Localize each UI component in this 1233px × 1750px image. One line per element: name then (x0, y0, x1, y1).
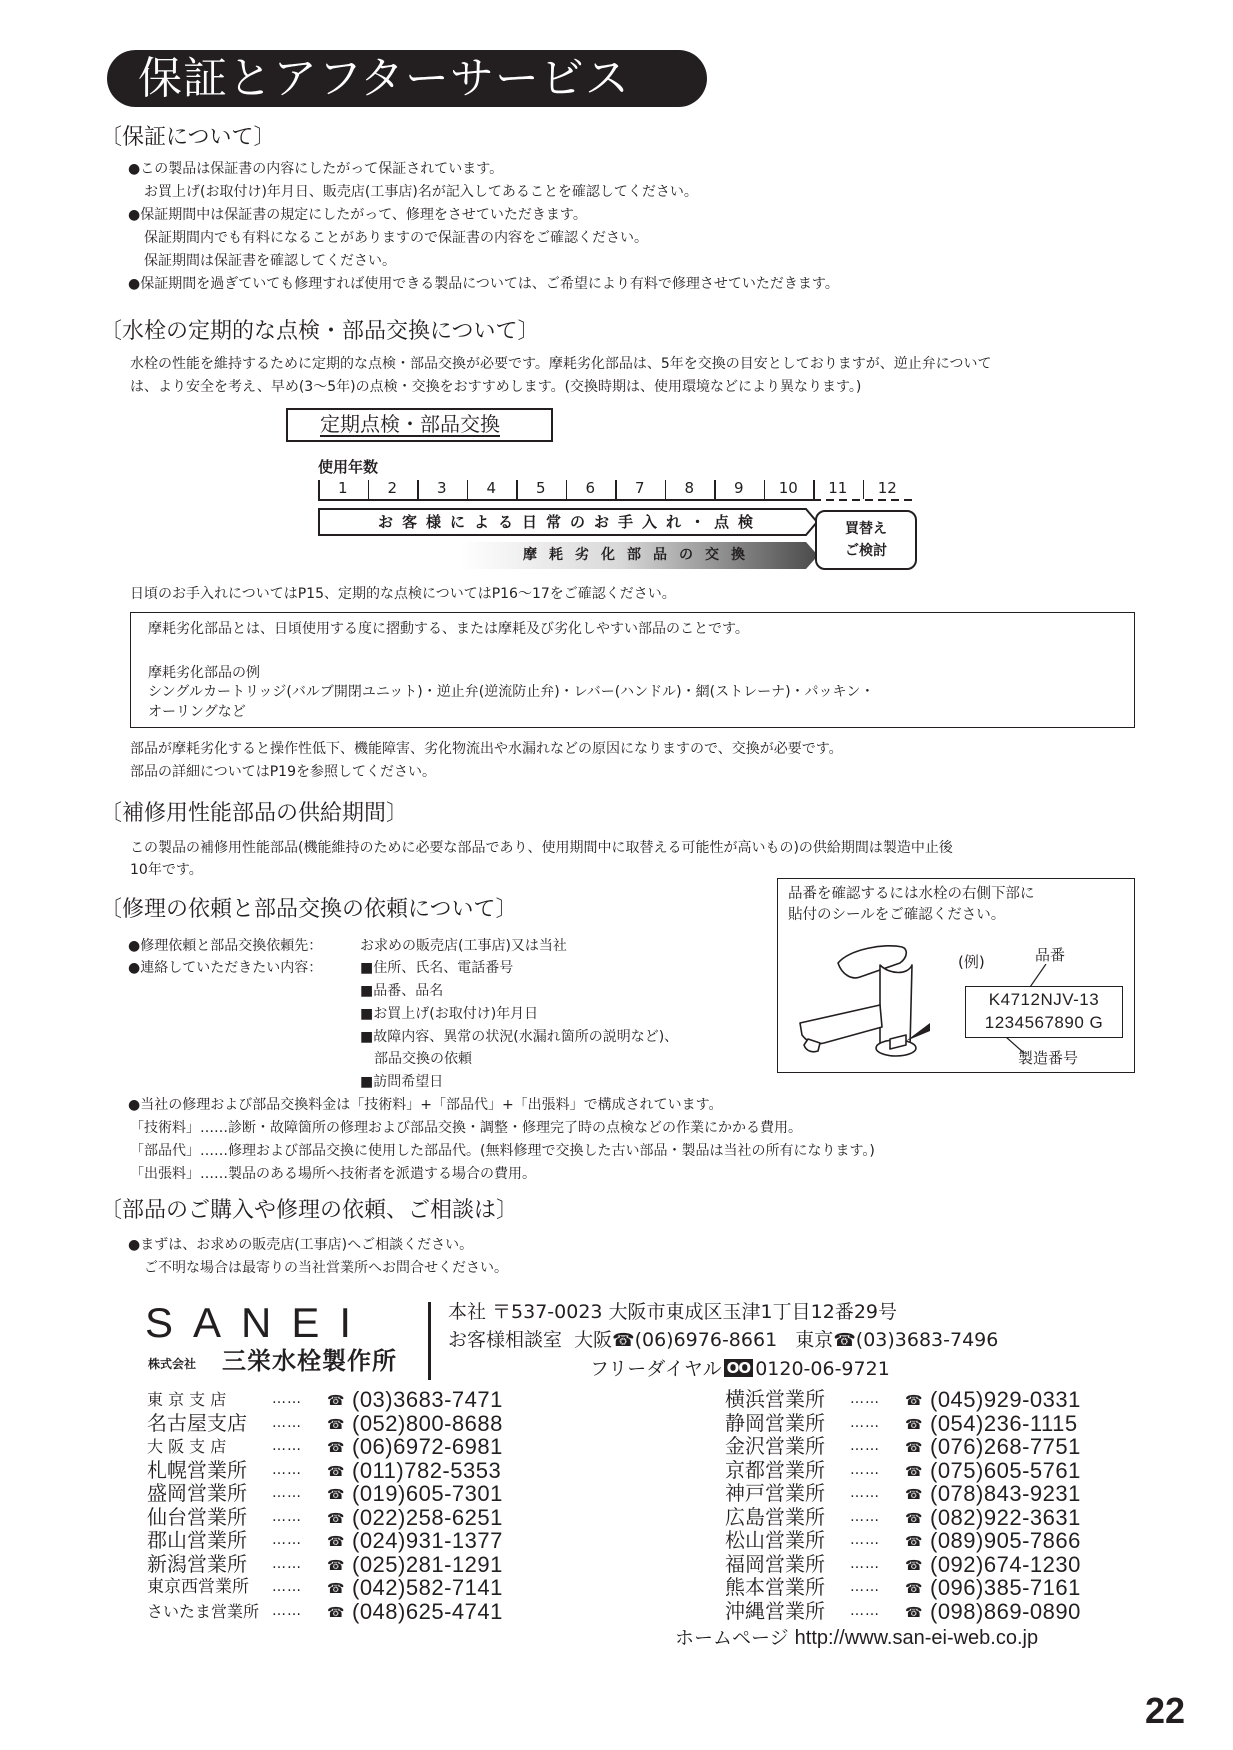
freedial-label: フリーダイヤル (590, 1358, 722, 1380)
office-name: 東京西営業所 (147, 1577, 249, 1597)
office-list-right (725, 1388, 1155, 1623)
year-label: 1 (337, 479, 348, 497)
phone-icon: ☎ (327, 1487, 345, 1503)
office-name: 松山営業所 (725, 1528, 825, 1552)
leader-dots: …… (272, 1508, 302, 1525)
phone-icon: ☎ (905, 1393, 923, 1409)
office-phone[interactable]: (045)929-0331 (930, 1387, 1081, 1412)
leader-dots: …… (850, 1438, 880, 1454)
office-row (725, 1388, 1155, 1412)
office-row (147, 1576, 577, 1600)
office-phone[interactable]: (048)625-4741 (352, 1598, 503, 1624)
inspection-line: 水栓の性能を維持するために定期的な点検・部品交換が必要です。摩耗劣化部品は、5年を交換の目安としておりますが、逆止弁について (130, 356, 992, 372)
freedial (590, 1355, 890, 1383)
warranty-line: お買上げ(お取付け)年月日、販売店(工事店)名が記入してあることを確認してください。 (144, 184, 698, 200)
label-example: (例) (958, 953, 985, 971)
warranty-line: ●保証期間中は保証書の規定にしたがって、修理をさせていただきます。 (128, 207, 587, 223)
phone-icon: ☎ (905, 1487, 923, 1503)
office-row (725, 1576, 1155, 1600)
leader-dots: …… (272, 1485, 302, 1501)
fee-line: ●当社の修理および部品交換料金は「技術料」+「部品代」+「出張料」で構成されています。 (128, 1097, 723, 1113)
office-name: 仙台営業所 (147, 1504, 247, 1529)
year-label: 5 (535, 479, 546, 497)
leader-dots: …… (272, 1461, 302, 1478)
leader-dots: …… (850, 1555, 880, 1572)
wear-replacement-label: 摩耗劣化部品の交換 (523, 547, 757, 563)
consult-line: ●まずは、お求めの販売店(工事店)へご相談ください。 (128, 1237, 474, 1253)
phone-icon: ☎ (905, 1416, 923, 1433)
years-label: 使用年数 (318, 458, 379, 476)
contact-label: ●連絡していただきたい内容： (128, 960, 323, 976)
office-name: 沖縄営業所 (725, 1598, 825, 1623)
leader-dots: …… (272, 1555, 302, 1572)
office-row (147, 1600, 577, 1624)
inspection-after-line: 部品が摩耗劣化すると操作性低下、機能障害、劣化物流出や水漏れなどの原因になりますので、交換が必要です。 (130, 741, 843, 757)
homepage-label: ホームページ (675, 1627, 789, 1649)
office-row (147, 1459, 577, 1483)
scale-baseline (318, 499, 813, 501)
year-label: 10 (778, 479, 798, 497)
warranty-line: 保証期間内でも有料になることがありますので保証書の内容をご確認ください。 (144, 230, 648, 246)
office-phone[interactable]: (019)605-7301 (352, 1481, 503, 1506)
warranty-line: ●この製品は保証書の内容にしたがって保証されています。 (128, 161, 504, 177)
request-to-label: ●修理依頼と部品交換依頼先： (128, 938, 323, 954)
office-phone[interactable]: (011)782-5353 (352, 1457, 502, 1483)
tokyo-tel[interactable]: (03)3683-7496 (855, 1329, 999, 1351)
office-row (147, 1388, 577, 1412)
fee-line: 「技術料」……診断・故障箇所の修理および部品交換・調整・修理完了時の点検などの作業にかかる費用。 (130, 1120, 802, 1136)
office-name: 金沢営業所 (725, 1434, 825, 1458)
office-name: 京都営業所 (725, 1457, 825, 1482)
wear-examples-title: 摩耗劣化部品の例 (148, 665, 260, 681)
company-name: 三栄水栓製作所 (222, 1347, 397, 1375)
leader-dots: …… (850, 1532, 880, 1548)
office-phone[interactable]: (098)869-0890 (930, 1598, 1081, 1624)
year-label: 3 (436, 479, 447, 497)
office-name: 盛岡営業所 (147, 1481, 247, 1505)
fee-line: 「出張料」……製品のある場所へ技術者を派遣する場合の費用。 (130, 1166, 536, 1182)
fee-line: 「部品代」……修理および部品交換に使用した部品代。(無料修理で交換した古い部品・製品は当社の所有になります。) (130, 1143, 875, 1159)
inspection-after-line: 部品の詳細についてはP19を参照してください。 (130, 764, 436, 780)
page-title: 保証とアフターサービス (138, 53, 630, 104)
leader-dots: …… (272, 1532, 302, 1548)
inspection-heading: 〔水栓の定期的な点検・部品交換について〕 (100, 319, 540, 344)
consult-phones (448, 1326, 998, 1355)
office-name: 広島営業所 (725, 1504, 825, 1529)
office-row (725, 1412, 1155, 1436)
consult-heading: 〔部品のご購入や修理の依頼、ご相談は〕 (100, 1198, 519, 1223)
office-phone[interactable]: (078)843-9231 (930, 1481, 1081, 1506)
office-phone[interactable]: (06)6972-6981 (352, 1434, 503, 1459)
office-name: 郡山営業所 (147, 1528, 247, 1552)
serial-number: 1234567890 G (984, 1013, 1104, 1032)
phone-icon: ☎ (327, 1510, 345, 1527)
warranty-heading: 〔保証について〕 (100, 125, 276, 150)
office-name: 大 阪 支 店 (147, 1437, 227, 1456)
page-number: 22 (1145, 1690, 1186, 1731)
leader-dots: …… (272, 1602, 302, 1619)
year-label: 12 (877, 479, 897, 497)
leader-dots: …… (850, 1391, 880, 1407)
office-phone[interactable]: (024)931-1377 (352, 1528, 503, 1553)
phone-icon: ☎ (327, 1604, 345, 1621)
office-phone[interactable]: (092)674-1230 (930, 1551, 1081, 1577)
office-phone[interactable]: (096)385-7161 (930, 1575, 1081, 1600)
leader-dots: …… (850, 1602, 880, 1619)
supply-line: この製品の補修用性能部品(機能維持のために必要な部品であり、使用期間中に取替える可能性が高いもの)の供給期間は製造中止後 (130, 840, 953, 856)
label-info-line: 品番を確認するには水栓の右側下部に (788, 886, 1035, 902)
phone-icon: ☎ (833, 1330, 856, 1351)
office-name: 熊本営業所 (725, 1575, 825, 1599)
leader-dots: …… (850, 1414, 880, 1431)
repair-heading: 〔修理の依頼と部品交換の依頼について〕 (100, 897, 518, 922)
daily-care-label: お客様による日常のお手入れ・点検 (377, 513, 762, 531)
hq-address: 本社 〒537-0023 大阪市東成区玉津1丁目12番29号 (448, 1301, 897, 1323)
osaka-tel[interactable]: (06)6976-8661 (634, 1329, 778, 1351)
contact-item: ■訪問希望日 (360, 1074, 444, 1090)
office-name: 福岡営業所 (725, 1551, 825, 1576)
leader-dots: …… (272, 1391, 302, 1407)
phone-icon: ☎ (905, 1534, 923, 1550)
phone-icon: ☎ (327, 1440, 345, 1456)
faucet-illustration (790, 935, 930, 1065)
phone-icon: ☎ (327, 1557, 345, 1574)
model-number-label: 品番 (1035, 946, 1066, 964)
year-label: 11 (828, 479, 848, 497)
contact-item: ■故障内容、異常の状況(水漏れ箇所の説明など)、 (360, 1029, 679, 1045)
office-row (725, 1459, 1155, 1483)
wear-examples: オーリングなど (148, 704, 246, 720)
phone-icon: ☎ (327, 1534, 345, 1550)
osaka-label: 大阪 (574, 1329, 613, 1351)
contact-item: ■住所、氏名、電話番号 (360, 960, 514, 976)
replace-line2: ご検討 (845, 543, 887, 559)
year-label: 9 (733, 479, 744, 497)
office-phone[interactable]: (052)800-8688 (352, 1410, 503, 1436)
year-label: 7 (634, 479, 645, 497)
office-row (725, 1529, 1155, 1553)
office-phone[interactable]: (025)281-1291 (352, 1551, 503, 1577)
leader-dots: …… (850, 1579, 880, 1595)
model-number: K4712NJV-13 (988, 990, 1100, 1009)
phone-icon: ☎ (905, 1604, 923, 1621)
office-row (725, 1600, 1155, 1624)
phone-icon: ☎ (327, 1393, 345, 1409)
label-info-text (788, 884, 1035, 926)
contact-item: ■品番、品名 (360, 983, 444, 999)
wear-definition: 摩耗劣化部品とは、日頃使用する度に摺動する、または摩耗及び劣化しやすい部品のことです。 (148, 621, 749, 637)
office-row (147, 1506, 577, 1530)
office-phone[interactable]: (042)582-7141 (352, 1575, 503, 1600)
freedial-icon: OO (724, 1359, 754, 1377)
tokyo-label: 東京 (795, 1329, 834, 1351)
year-label: 2 (387, 479, 398, 497)
office-row (147, 1435, 577, 1459)
office-row (147, 1482, 577, 1506)
phone-icon: ☎ (905, 1581, 923, 1597)
contact-item: ■お買上げ(お取付け)年月日 (360, 1006, 539, 1022)
year-label: 6 (585, 479, 596, 497)
phone-icon: ☎ (905, 1440, 923, 1456)
consult-line: ご不明な場合は最寄りの当社営業所へお問合せください。 (144, 1260, 508, 1276)
homepage-link[interactable]: http://www.san-ei-web.co.jp (794, 1627, 1039, 1649)
contact-item: 部品交換の依頼 (374, 1051, 472, 1067)
leader-dots: …… (850, 1461, 880, 1478)
supply-line: 10年です。 (130, 862, 203, 878)
office-row (725, 1482, 1155, 1506)
phone-icon: ☎ (905, 1557, 923, 1574)
leader-dots: …… (850, 1485, 880, 1501)
consult-label: お客様相談室 (448, 1329, 563, 1351)
office-name: さいたま営業所 (147, 1601, 260, 1621)
leader-dots: …… (272, 1438, 302, 1454)
phone-icon: ☎ (327, 1463, 345, 1480)
label-info-line: 貼付のシールをご確認ください。 (788, 907, 1006, 923)
office-name: 横浜営業所 (725, 1387, 825, 1411)
scale-dashed-line (813, 499, 912, 501)
request-to-value: お求めの販売店(工事店)又は当社 (360, 938, 567, 954)
company-type: 株式会社 (148, 1357, 197, 1371)
years-scale (318, 478, 908, 502)
replacement-consider-box (815, 510, 917, 570)
office-name: 新潟営業所 (147, 1551, 247, 1576)
homepage (675, 1623, 1038, 1650)
year-label: 8 (684, 479, 695, 497)
office-name: 札幌営業所 (147, 1457, 247, 1482)
office-phone[interactable]: (076)268-7751 (930, 1434, 1081, 1459)
office-row (147, 1412, 577, 1436)
freedial-number[interactable]: 0120-06-9721 (755, 1358, 890, 1380)
office-row (725, 1435, 1155, 1459)
reference-text: 日頃のお手入れについてはP15、定期的な点検についてはP16～17をご確認ください。 (130, 586, 676, 602)
year-label: 4 (486, 479, 497, 497)
serial-number-label: 製造番号 (1018, 1049, 1079, 1067)
office-row (147, 1553, 577, 1577)
supply-heading: 〔補修用性能部品の供給期間〕 (100, 801, 409, 826)
office-row (725, 1506, 1155, 1530)
office-phone[interactable]: (082)922-3631 (930, 1504, 1081, 1530)
office-phone[interactable]: (03)3683-7471 (352, 1387, 503, 1412)
warranty-line: ●保証期間を過ぎていても修理すれば使用できる製品については、ご希望により有料で修理させていただきます。 (128, 276, 839, 292)
phone-icon: ☎ (612, 1330, 635, 1351)
office-phone[interactable]: (022)258-6251 (352, 1504, 503, 1530)
leader-dots: …… (850, 1508, 880, 1525)
office-list-left (147, 1388, 577, 1623)
office-phone[interactable]: (054)236-1115 (930, 1410, 1078, 1436)
logo-divider (428, 1302, 431, 1380)
phone-icon: ☎ (905, 1510, 923, 1527)
phone-icon: ☎ (327, 1581, 345, 1597)
wear-examples: シングルカートリッジ(バルブ開閉ユニット)・逆止弁(逆流防止弁)・レバー(ハンドル)・網(ストレーナ)・パッキン・ (148, 684, 875, 700)
inspection-line: は、より安全を考え、早め(3～5年)の点検・交換をおすすめします。(交換時期は、使用環境などにより異なります。) (130, 379, 862, 395)
office-row (725, 1553, 1155, 1577)
phone-icon: ☎ (905, 1463, 923, 1480)
sanei-logo: SANEI (145, 1299, 372, 1346)
leader-dots: …… (272, 1414, 302, 1431)
office-phone[interactable]: (089)905-7866 (930, 1528, 1081, 1553)
office-name: 名古屋支店 (147, 1410, 247, 1435)
office-name: 神戸営業所 (725, 1481, 825, 1505)
phone-icon: ☎ (327, 1416, 345, 1433)
replace-line1: 買替え (845, 521, 887, 537)
warranty-line: 保証期間は保証書を確認してください。 (144, 253, 396, 269)
office-phone[interactable]: (075)605-5761 (930, 1457, 1081, 1483)
office-name: 静岡営業所 (725, 1410, 825, 1435)
office-row (147, 1529, 577, 1553)
office-name: 東 京 支 店 (147, 1390, 227, 1409)
timeline-title: 定期点検・部品交換 (320, 412, 500, 436)
leader-dots: …… (272, 1579, 302, 1595)
